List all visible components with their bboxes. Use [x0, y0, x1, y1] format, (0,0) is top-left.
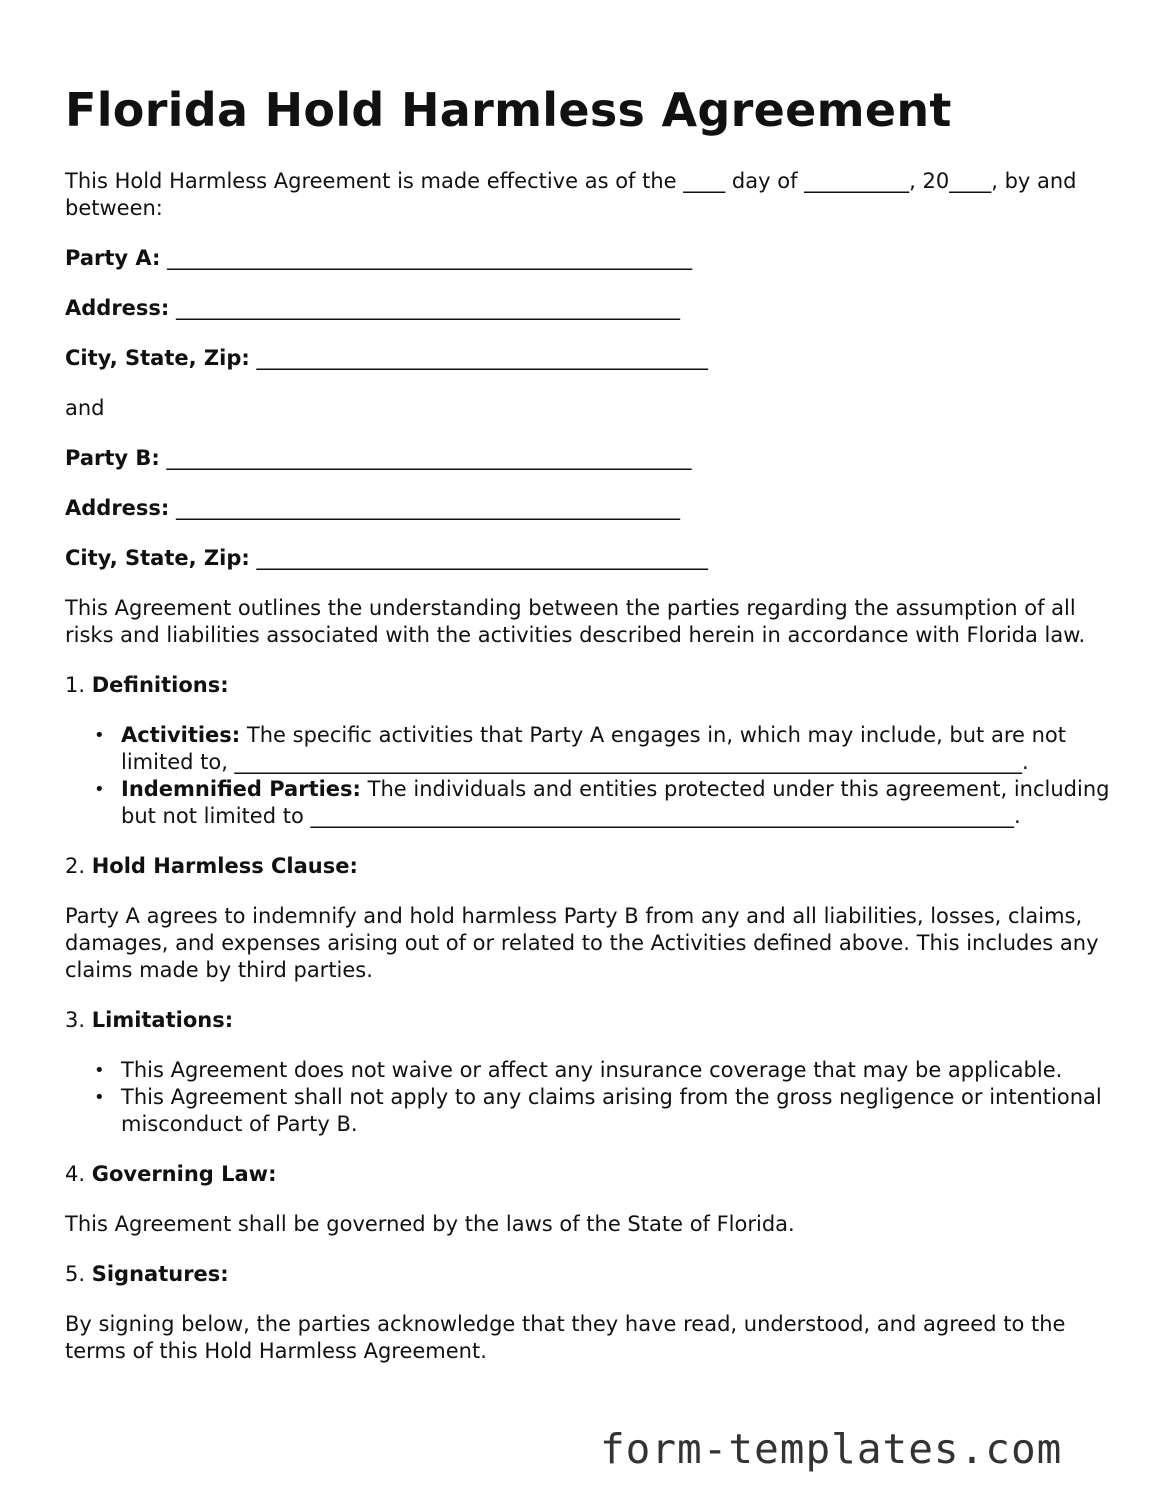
party-a-address-label: Address:: [65, 296, 170, 320]
and-connector: and: [65, 396, 105, 420]
limitation-item: [94, 1057, 1115, 1084]
section-limitations-heading: [65, 1007, 1115, 1034]
section-definitions-heading: [65, 672, 1115, 699]
definition-term: Activities:: [121, 723, 241, 747]
section-heading: Definitions:: [91, 673, 229, 697]
party-b-name-blank: __________________________________________________: [166, 446, 692, 470]
limitation-item: [94, 1084, 1115, 1138]
section-heading: Governing Law:: [91, 1162, 277, 1186]
definition-text: The individuals and entities protected under this agreement, including but not limited to ___________________________________________________________________.: [121, 777, 1110, 828]
bullet-icon: •: [94, 725, 105, 746]
definition-text: The specific activities that Party A engages in, which may include, but are not limited to, ___________________________________________________________________________.: [121, 723, 1066, 774]
party-a-address-blank: ________________________________________________: [176, 296, 681, 320]
party-b-city-label: City, State, Zip:: [65, 546, 250, 570]
party-b-city-blank: ___________________________________________: [256, 546, 708, 570]
definition-term: Indemnified Parties:: [121, 777, 361, 801]
section-number: 4.: [65, 1162, 86, 1186]
document-page: [65, 80, 1115, 1365]
party-b-city-field: [65, 545, 1115, 572]
bullet-icon: •: [94, 779, 105, 800]
party-b-address-label: Address:: [65, 496, 170, 520]
party-b-address-blank: ________________________________________________: [176, 496, 681, 520]
party-a-address-field: [65, 295, 1115, 322]
section-heading: Hold Harmless Clause:: [91, 854, 358, 878]
limitation-text: This Agreement does not waive or affect any insurance coverage that may be applicable.: [121, 1058, 1063, 1082]
party-a-city-blank: ___________________________________________: [256, 346, 708, 370]
limitations-list: [65, 1057, 1115, 1138]
signatures-paragraph: By signing below, the parties acknowledge that they have read, understood, and agreed to the terms of this Hold Harmless Agreement.: [65, 1312, 1066, 1363]
party-a-city-field: [65, 345, 1115, 372]
party-a-name-blank: __________________________________________________: [167, 246, 693, 270]
watermark: form-templates.com: [600, 1425, 1063, 1473]
section-hold-harmless-heading: [65, 853, 1115, 880]
section-signatures-heading: [65, 1261, 1115, 1288]
hold-harmless-paragraph: Party A agrees to indemnify and hold harmless Party B from any and all liabilities, losses, claims, damages, and expenses arising out of or related to the Activities defined above. This includes any claims made by third parties.: [65, 904, 1099, 982]
definition-indemnified-parties: [94, 776, 1115, 830]
section-heading: Limitations:: [91, 1008, 234, 1032]
bullet-icon: •: [94, 1060, 105, 1081]
party-b-name-field: [65, 445, 1115, 472]
section-number: 2.: [65, 854, 86, 878]
party-a-name-field: [65, 245, 1115, 272]
limitation-text: This Agreement shall not apply to any claims arising from the gross negligence or intentional misconduct of Party B.: [121, 1085, 1102, 1136]
document-title: Florida Hold Harmless Agreement: [65, 83, 952, 137]
party-b-address-field: [65, 495, 1115, 522]
section-governing-law-heading: [65, 1161, 1115, 1188]
section-number: 5.: [65, 1262, 86, 1286]
party-a-name-label: Party A:: [65, 246, 161, 270]
intro-paragraph: This Hold Harmless Agreement is made effective as of the ____ day of __________, 20____, by and between:: [65, 169, 1077, 220]
section-number: 3.: [65, 1008, 86, 1032]
definition-activities: [94, 722, 1115, 776]
governing-law-paragraph: This Agreement shall be governed by the laws of the State of Florida.: [65, 1212, 795, 1236]
bullet-icon: •: [94, 1087, 105, 1108]
section-number: 1.: [65, 673, 86, 697]
overview-paragraph: This Agreement outlines the understanding between the parties regarding the assumption of all risks and liabilities associated with the activities described herein in accordance with Florida law.: [65, 596, 1086, 647]
definitions-list: [65, 722, 1115, 830]
section-heading: Signatures:: [91, 1262, 229, 1286]
party-a-city-label: City, State, Zip:: [65, 346, 250, 370]
party-b-name-label: Party B:: [65, 446, 160, 470]
